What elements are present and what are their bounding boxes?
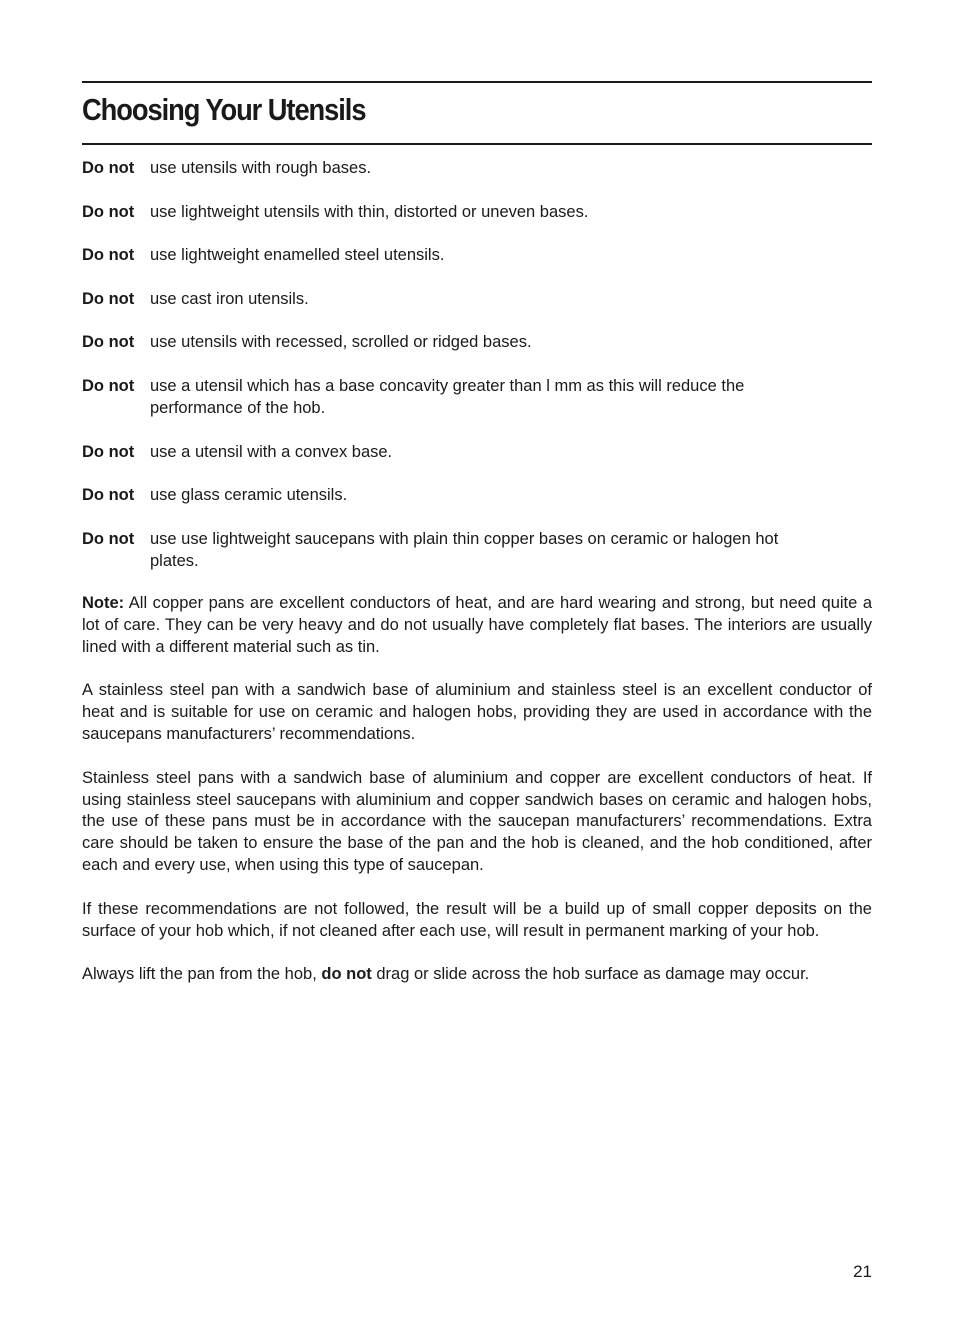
do-not-label: Do not: [82, 529, 135, 548]
note-label: Note:: [82, 594, 125, 612]
rule-text: use lightweight utensils with thin, distorted or uneven bases.: [150, 202, 589, 221]
list-item: [82, 484, 872, 506]
do-not-label: Do not: [82, 333, 135, 352]
lift-pan-paragraph: [82, 964, 872, 986]
rule-text: use lightweight enamelled steel utensils.: [150, 246, 445, 265]
do-not-label: Do not: [82, 202, 135, 221]
rule-text: use a utensil which has a base concavity greater than l mm as this will reduce the performance of the hob.: [150, 376, 745, 417]
note-paragraph: [82, 593, 872, 658]
lift-pan-text-end: drag or slide across the hob surface as damage may occur.: [371, 965, 810, 984]
page-number: 21: [853, 1262, 872, 1281]
list-item: [82, 201, 872, 223]
note-text: All copper pans are excellent conductors of heat, and are hard wearing and strong, but need quite a lot of care. They can be very heavy and do not usually have completely flat bases. The interiors are usually lined with a different material such as tin.: [82, 594, 872, 656]
list-item: [82, 331, 872, 353]
list-item: [82, 244, 872, 266]
top-divider: [82, 81, 872, 83]
do-not-label: Do not: [82, 289, 135, 308]
rule-text: use glass ceramic utensils.: [150, 486, 348, 505]
do-not-list: [82, 157, 872, 593]
lift-pan-emphasis: do not: [321, 965, 372, 984]
do-not-label: Do not: [82, 442, 135, 461]
do-not-label: Do not: [82, 486, 135, 505]
rule-text: use utensils with rough bases.: [150, 159, 372, 177]
document-page: [82, 0, 872, 1336]
rule-text: use use lightweight saucepans with plain thin copper bases on ceramic or halogen hot plates.: [150, 529, 779, 570]
stainless-steel-paragraph: A stainless steel pan with a sandwich base of aluminium and stainless steel is an excellent conductor of heat and is suitable for use on ceramic and halogen hobs, providing they are used in accordance with the saucepans manufacturers’ recommendations.: [82, 681, 872, 743]
rule-text: use a utensil with a convex base.: [150, 442, 393, 461]
deposits-warning-paragraph: If these recommendations are not followed, the result will be a build up of small copper deposits on the surface of your hob which, if not cleaned after each use, will result in permanent marking of your hob.: [82, 899, 872, 940]
rule-text: use utensils with recessed, scrolled or ridged bases.: [150, 333, 532, 352]
rule-text: use cast iron utensils.: [150, 289, 309, 308]
list-item: [82, 441, 872, 463]
do-not-label: Do not: [82, 159, 135, 177]
list-item: [82, 528, 872, 572]
page-title: Choosing Your Utensils: [82, 92, 366, 127]
do-not-label: Do not: [82, 376, 135, 395]
copper-sandwich-paragraph: Stainless steel pans with a sandwich base of aluminium and copper are excellent conductors of heat. If using stainless steel saucepans with aluminium and copper sandwich bases on ceramic and halogen hobs, the use of these pans must be in accordance with the saucepan manufacturers’ recommendations. Extra care should be taken to ensure the base of the pan and the hob is cleaned, and the hob conditioned, after each and every use, when using this type of saucepan.: [82, 768, 872, 874]
list-item: [82, 157, 872, 179]
body-text: [82, 593, 872, 1008]
do-not-label: Do not: [82, 246, 135, 265]
list-item: [82, 375, 872, 419]
list-item: [82, 288, 872, 310]
lift-pan-text-start: Always lift the pan from the hob,: [82, 965, 322, 984]
title-divider: [82, 143, 872, 145]
